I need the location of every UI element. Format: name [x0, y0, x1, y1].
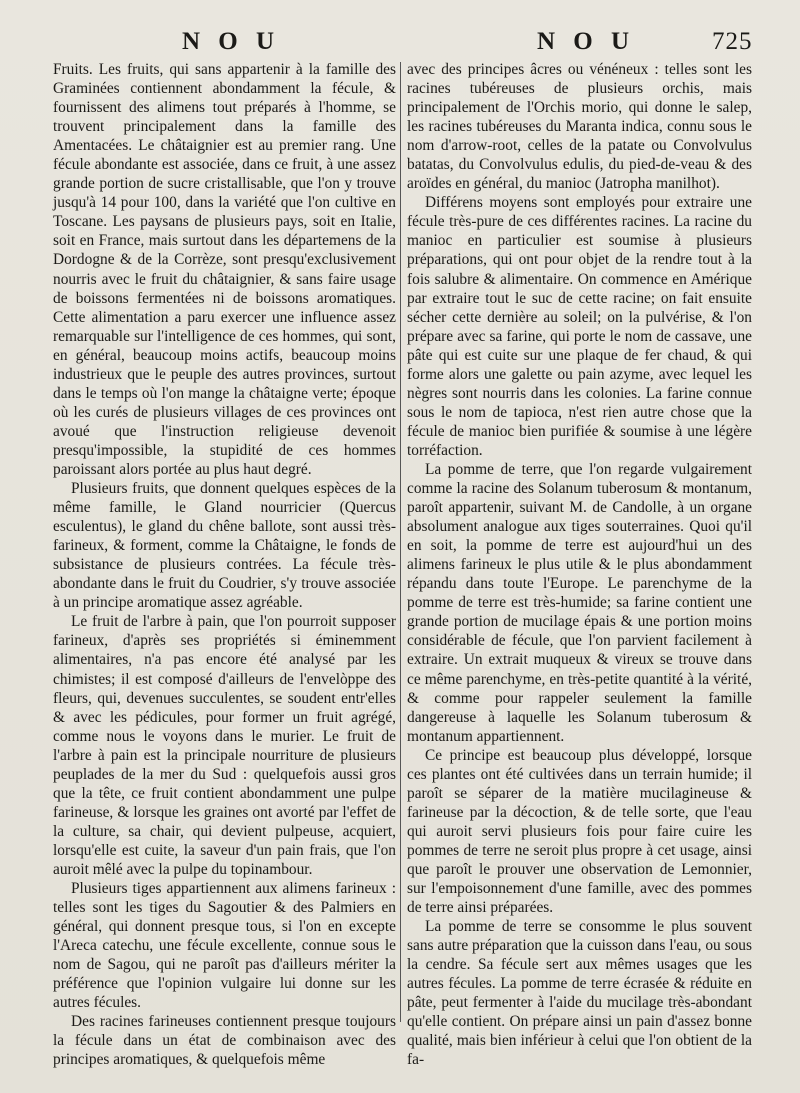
- paragraph: Plusieurs fruits, que donnent quelques espèces de la même famille, le Gland nourricier (Quercus esculentus), le gland du chêne ballote, sont aussi très-farineux, & forment, comme la Châtaigne, le fonds de subsistance de plusieurs contrées. La fécule très-abondante dans le fruit du Coudrier, s'y trouve associée à un principe aromatique assez agréable.: [53, 480, 396, 612]
- paragraph: Ce principe est beaucoup plus développé, lorsque ces plantes ont été cultivées dans un terrain humide; il paroît se séparer de la matière mucilagineuse & farineuse par la décoction, & de telle sorte, que l'eau qui auroit servi plusieurs fois pour faire cuire les pommes de terre ne seroit plus propre à cet usage, ainsi que paroît le prouver une observation de Lemonnier, sur l'empoisonnement d'une famille, avec des pommes de terre ainsi préparées.: [407, 746, 752, 917]
- paragraph: Différens moyens sont employés pour extraire une fécule très-pure de ces différentes racines. La racine du manioc en particulier est soumise à plusieurs préparations, qui ont pour objet de la rendre tout à la fois salubre & alimentaire. On commence en Amérique par extraire tout le suc de cette racine; on fait ensuite sécher cette dernière au soleil; on la pulvérise, & l'on prépare avec sa farine, qui porte le nom de cassave, une pâte qui est cuite sur une plaque de fer chaud, & qui forme alors une galette ou pain azyme, avec lequel les nègres sont nourris dans les colonies. La farine connue sous le nom de tapioca, n'est rien autre chose que la fécule de manioc bien purifiée & soumise à une légère torréfaction.: [407, 194, 752, 459]
- running-head-right: N O U: [537, 28, 636, 55]
- paragraph: La pomme de terre se consomme le plus souvent sans autre préparation que la cuisson dans l'eau, ou sous la cendre. Sa fécule sert aux mêmes usages que les autres fécules. La pomme de terre écrasée & réduite en pâte, peut fermenter à l'aide du mucilage très-abondant qu'elle contient. On prépare ainsi un pain d'assez bonne qualité, mais bien inférieur à celui que l'on obtient de la fa-: [407, 918, 752, 1069]
- left-column: [53, 60, 396, 1069]
- running-head-left: N O U: [182, 28, 281, 55]
- paragraph: Plusieurs tiges appartiennent aux alimens farineux : telles sont les tiges du Sagoutier & des Palmiers en général, qui donnent presque tous, si l'on en excepte l'Areca catechu, une fécule excellente, connue sous le nom de Sagou, qui ne paroît pas d'ailleurs mériter la préférence que l'opinion vulgaire lui donne sur les autres fécules.: [53, 880, 396, 1012]
- right-column: [407, 60, 752, 1069]
- paragraph: Le fruit de l'arbre à pain, que l'on pourroit supposer farineux, d'après ses propriétés si éminemment alimentaires, n'a pas encore été analysé par les chimistes; il est composé d'ailleurs de l'envelòppe des fleurs, qui, devenues succulentes, se soudent entr'elles & avec les pédicules, pour former un fruit agrégé, comme nous le voyons dans le murier. Le fruit de l'arbre à pain est la principale nourriture de plusieurs peuplades de la mer du Sud : quelquefois aussi gros que la tête, ce fruit contient abondamment une pulpe farineuse, & lorsque les graines ont avorté par l'effet de la culture, sa chair, qui devient pulpeuse, acquiert, lorsqu'elle est cuite, la saveur d'un pain frais, que l'on auroit mêlé avec la pulpe du topinambour.: [53, 613, 396, 878]
- paragraph: Des racines farineuses contiennent presque toujours la fécule dans un état de combinaison avec des principes aromatiques, & quelquefois même: [53, 1013, 396, 1069]
- column-divider: [400, 62, 401, 1022]
- page-number: 725: [712, 28, 753, 55]
- paragraph: avec des principes âcres ou vénéneux : telles sont les racines tubéreuses de plusieurs orchis, mais principalement de l'Orchis morio, qui donne le salep, les racines tubéreuses du Maranta indica, connu sous le nom d'arrow-root, celles de la patate ou Convolvulus batatas, du Convolvulus edulis, du pied-de-veau & des aroïdes en général, du manioc (Jatropha manilhot).: [407, 61, 752, 193]
- paragraph: La pomme de terre, que l'on regarde vulgairement comme la racine des Solanum tuberosum & montanum, paroît appartenir, suivant M. de Candolle, à un organe absolument analogue aux tiges souterraines. Quoi qu'il en soit, la pomme de terre est aujourd'hui un des alimens farineux le plus utile & le plus abondamment répandu dans toute l'Europe. Le parenchyme de la pomme de terre est très-humide; sa farine contient une grande portion de mucilage épais & une portion moins considérable de fécule, que l'on parvient facilement à extraire. Un extrait muqueux & vireux se trouve dans ce même parenchyme, en très-petite quantité à la vérité, & comme pour rappeler seulement la famille dangereuse à laquelle les Solanum tuberosum & montanum appartiennent.: [407, 460, 752, 745]
- paragraph: Fruits. Les fruits, qui sans appartenir à la famille des Graminées contiennent abondamment la fécule, & fournissent des alimens tout préparés à l'homme, se trouvent principalement dans la famille des Amentacées. Le châtaignier est au premier rang. Une fécule abondante est associée, dans ce fruit, à une assez grande portion de sucre cristallisable, que l'on y trouve jusqu'à 14 pour 100, dans la variété que l'on cultive en Toscane. Les paysans de plusieurs pays, soit en Italie, soit en France, mais surtout dans les départemens de la Dordogne & de la Corrèze, sont presqu'exclusivement nourris avec le fruit du châtaignier, & sans faire usage de boissons fermentées ni de boissons aromatiques. Cette alimentation a paru exercer une influence assez remarquable sur l'intelligence de ces hommes, qui sont, en général, beaucoup moins actifs, beaucoup moins industrieux que le peuple des autres provinces, surtout dans le temps où l'on mange la châtaigne verte; époque où les curés de plusieurs villages de ces provinces ont avoué que l'instruction religieuse devenoit presqu'impossible, la stupidité de ces hommes paroissant alors portée au plus haut degré.: [53, 61, 396, 478]
